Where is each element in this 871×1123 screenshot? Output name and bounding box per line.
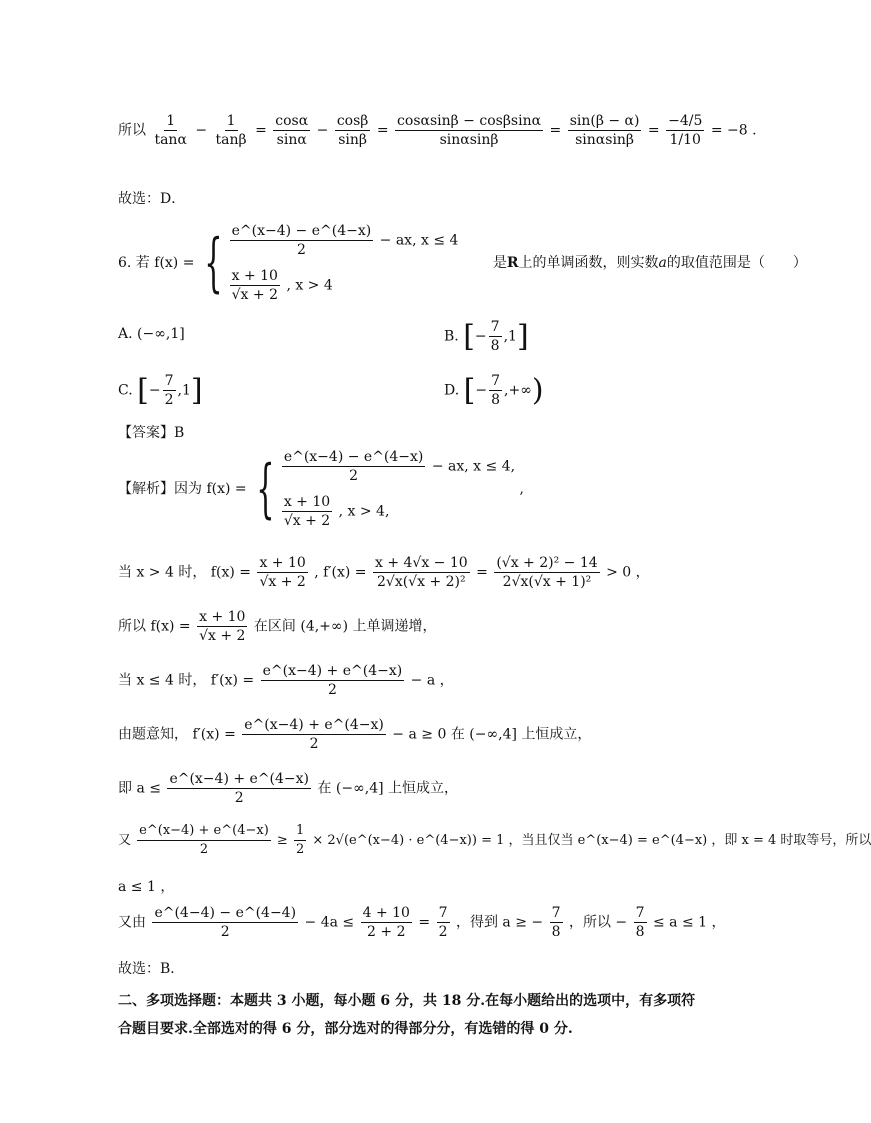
- fraction: [152, 112, 188, 149]
- text-prefix: 所以: [118, 122, 146, 139]
- case-2: [228, 267, 459, 304]
- analysis-label: 【解析】因为: [118, 481, 202, 497]
- numerator: 7: [438, 905, 448, 921]
- fraction: [230, 222, 374, 259]
- denominator: 2: [349, 468, 359, 484]
- fraction: [273, 112, 310, 149]
- denominator: √x + 2: [259, 574, 306, 590]
- brace: {: [256, 452, 275, 526]
- step-lead: 即 a ≤: [118, 780, 161, 797]
- numerator: 1: [226, 113, 236, 129]
- denominator: √x + 2: [283, 513, 331, 529]
- operator: =: [647, 122, 660, 139]
- numerator: 7: [551, 905, 561, 921]
- fraction: [373, 554, 470, 591]
- section-2-heading-line-1: 二、多项选择题：本题共 3 小题，每小题 6 分，共 18 分.在每小题给出的选项中，有多项符: [118, 993, 696, 1009]
- numerator: e^(x−4) + e^(4−x): [137, 822, 271, 841]
- numerator: x + 10: [231, 268, 278, 284]
- fraction: [163, 372, 176, 409]
- case-condition: , x > 4,: [338, 503, 390, 520]
- denominator: sinαsinβ: [575, 132, 635, 148]
- denominator: 2: [295, 842, 305, 857]
- fraction: [437, 904, 450, 941]
- option-a[interactable]: [118, 326, 185, 342]
- result: = −8 .: [710, 122, 757, 139]
- option-rest: ,1: [177, 382, 191, 399]
- operator: −: [195, 122, 208, 139]
- bracket: [: [137, 373, 149, 408]
- denominator: 2: [296, 242, 306, 258]
- section-2-heading-line-2: 合题目要求.全部选对的得 6 分，部分选对的得部分分，有选错的得 0 分.: [118, 1021, 573, 1037]
- step-lead: 由题意知， f′(x) =: [118, 726, 236, 743]
- step-tail: × 2√(e^(x−4) · e^(4−x)) = 1 ，当且仅当 e^(x−4) = e^(4−x) ，即 x = 4 时取等号，所以: [312, 833, 871, 848]
- function-name: f(x) =: [210, 564, 251, 581]
- numerator: e^(x−4) + e^(4−x): [262, 663, 403, 679]
- step-lead: 又由: [118, 914, 146, 931]
- option-b[interactable]: B. [− $\frac{7}{8}$ ,1]: [444, 319, 529, 354]
- option-label: C.: [118, 382, 133, 399]
- numerator: x + 4√x − 10: [374, 555, 468, 571]
- numerator: x + 10: [199, 609, 246, 625]
- answer-select-2: 故选：B．: [118, 961, 185, 977]
- step-lead: 当 x ≤ 4 时， f′(x) =: [118, 672, 255, 689]
- operator: ≥: [276, 833, 288, 848]
- numerator: 7: [164, 373, 174, 389]
- bracket: ]: [190, 373, 203, 408]
- answer-label: 【答案】B: [118, 425, 185, 441]
- step-lead: 所以 f(x) =: [118, 618, 191, 635]
- step-3: [118, 662, 454, 699]
- numerator: cosαsinβ − cosβsinα: [397, 113, 542, 129]
- cases: [228, 222, 459, 304]
- denominator: 1/10: [669, 132, 701, 148]
- numerator: −4/5: [668, 113, 703, 129]
- question-6: [118, 222, 807, 304]
- fraction: [489, 318, 502, 355]
- step-tail: − a ≥ 0 在 (−∞,4] 上恒成立，: [392, 726, 592, 743]
- denominator: 2: [199, 842, 209, 857]
- step-tail: 在 (−∞,4] 上恒成立，: [317, 780, 459, 797]
- bracket: [: [463, 373, 476, 408]
- option-rest: ,1: [503, 328, 517, 345]
- step-6b: a ≤ 1 ，: [118, 879, 175, 895]
- case-1: [280, 448, 515, 485]
- case-condition: , x > 4: [286, 277, 333, 294]
- fraction: [550, 904, 563, 941]
- question-text: 的取值范围是（ ）: [666, 255, 807, 271]
- step-mid: ，所以 −: [568, 914, 628, 931]
- denominator: 2: [327, 682, 337, 698]
- option-label: B.: [444, 328, 459, 345]
- denominator: 2: [234, 790, 244, 806]
- denominator: 2: [220, 924, 230, 940]
- numerator: e^(x−4) − e^(4−x): [283, 449, 424, 465]
- case-2: [280, 493, 515, 530]
- numerator: x + 10: [259, 555, 306, 571]
- denominator: sinα: [276, 132, 307, 148]
- analysis-line: [118, 448, 524, 530]
- denominator: 8: [635, 924, 645, 940]
- variable: a: [658, 255, 667, 271]
- numerator: e^(4−4) − e^(4−4): [154, 905, 297, 921]
- numerator: (√x + 2)² − 14: [496, 555, 598, 571]
- denominator: √x + 2: [199, 628, 246, 644]
- step-tail: > 0 ，: [606, 564, 650, 581]
- cases: [280, 448, 515, 530]
- step-tail: − a ，: [410, 672, 454, 689]
- step-5: [118, 770, 458, 807]
- question-text: 上的单调函数，则实数: [518, 255, 659, 271]
- step-4: [118, 716, 591, 753]
- fraction: [242, 716, 386, 753]
- denominator: 2: [164, 392, 174, 408]
- denominator: tanα: [154, 132, 187, 148]
- equation-line-1: [118, 112, 757, 149]
- fraction: [282, 448, 426, 485]
- option-c[interactable]: C. [− $\frac{7}{2}$ ,1]: [118, 373, 203, 408]
- operator: =: [376, 122, 389, 139]
- fraction: [167, 770, 311, 807]
- fraction: [361, 904, 412, 941]
- fraction: [257, 554, 307, 591]
- denominator: 2√x(√x + 2)²: [377, 574, 466, 590]
- option-a-text: A. (−∞,1]: [118, 326, 185, 342]
- numerator: e^(x−4) + e^(4−x): [169, 771, 310, 787]
- operator: =: [418, 914, 431, 931]
- fraction: [634, 904, 647, 941]
- denominator: 8: [490, 338, 500, 354]
- piecewise-function: [199, 222, 459, 304]
- fraction: [137, 822, 271, 859]
- operator: −: [316, 122, 329, 139]
- numerator: cosα: [275, 113, 309, 129]
- numerator: 4 + 10: [362, 905, 410, 921]
- fraction: [395, 112, 543, 149]
- fraction: [230, 267, 280, 304]
- step-lead: 当 x > 4 时，: [118, 564, 207, 581]
- fraction: [489, 372, 502, 409]
- fraction: [197, 608, 247, 645]
- option-label: D.: [444, 382, 460, 399]
- numerator: cosβ: [336, 113, 369, 129]
- numerator: 1: [294, 822, 306, 841]
- fraction: [568, 112, 642, 149]
- numerator: x + 10: [283, 494, 331, 510]
- real-set-symbol: R: [506, 255, 519, 271]
- fraction: [666, 112, 704, 149]
- numerator: 1: [166, 113, 176, 129]
- question-number: 6. 若: [118, 255, 150, 271]
- fraction: [152, 904, 298, 941]
- denominator: sinβ: [338, 132, 368, 148]
- step-2: [118, 608, 436, 645]
- fraction: [294, 822, 306, 859]
- piecewise-function: [251, 448, 515, 530]
- step-tail: 在区间 (4,+∞) 上单调递增，: [253, 618, 437, 635]
- step-1: [118, 554, 650, 591]
- step-6: [118, 822, 871, 859]
- fraction: [494, 554, 599, 591]
- bracket: ): [531, 373, 544, 408]
- fraction: [214, 112, 249, 149]
- numerator: e^(x−4) + e^(4−x): [244, 717, 384, 733]
- fraction: [261, 662, 405, 699]
- case-condition: − ax, x ≤ 4: [379, 232, 459, 249]
- step-lead: 又: [118, 833, 132, 848]
- case-1: [228, 222, 459, 259]
- operator: =: [549, 122, 562, 139]
- numerator: 7: [491, 373, 501, 389]
- numerator: sin(β − α): [569, 113, 640, 129]
- denominator: 2√x(√x + 1)²: [502, 574, 592, 590]
- bracket: [: [463, 319, 475, 354]
- brace: {: [204, 226, 223, 300]
- option-rest: ,+∞: [504, 382, 532, 399]
- step-7: [118, 904, 726, 941]
- denominator: 2: [309, 736, 319, 752]
- denominator: 2 + 2: [367, 924, 406, 940]
- step-mid: , f′(x) =: [314, 564, 367, 581]
- operator: =: [476, 564, 488, 581]
- denominator: 8: [491, 392, 501, 408]
- answer-select-1: 故选：D．: [118, 191, 186, 207]
- numerator: e^(x−4) − e^(4−x): [231, 223, 372, 239]
- function-name: f(x) =: [154, 255, 195, 271]
- option-d[interactable]: D. [− $\frac{7}{8}$ ,+∞): [444, 373, 544, 408]
- denominator: tanβ: [215, 132, 247, 148]
- denominator: 2: [438, 924, 448, 940]
- denominator: sinαsinβ: [439, 132, 499, 148]
- fraction: [282, 493, 332, 530]
- denominator: √x + 2: [231, 287, 278, 303]
- denominator: 8: [551, 924, 561, 940]
- bracket: ]: [516, 319, 529, 354]
- step-tail: ≤ a ≤ 1 ，: [652, 914, 726, 931]
- fraction: [335, 112, 371, 149]
- operator: =: [255, 122, 267, 139]
- question-text: 是: [492, 255, 507, 271]
- numerator: 7: [635, 905, 645, 921]
- numerator: 7: [490, 319, 500, 335]
- function-name: f(x) =: [206, 481, 247, 497]
- step-mid: ，得到 a ≥ −: [455, 914, 544, 931]
- case-condition: − ax, x ≤ 4,: [431, 458, 516, 475]
- operator: − 4a ≤: [304, 914, 355, 931]
- punctuation: ,: [519, 481, 524, 497]
